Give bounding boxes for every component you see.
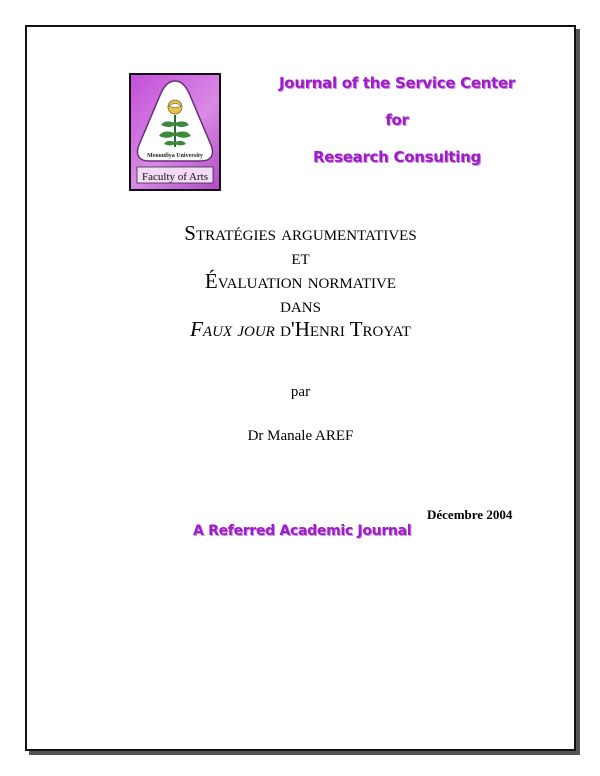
title-line2: et — [291, 245, 310, 269]
publication-date: Décembre 2004 — [427, 507, 513, 522]
journal-name-line3: Research Consulting — [313, 148, 481, 166]
title-line3: Évaluation normative — [204, 269, 397, 293]
journal-tagline: A Referred Academic Journal — [193, 523, 412, 539]
byline-par: par — [290, 384, 311, 400]
logo-university-label: Menoufiya University — [147, 153, 203, 159]
journal-name-line2: for — [385, 111, 409, 129]
page-frame — [25, 25, 576, 751]
faculty-logo — [129, 73, 221, 191]
journal-name-line1: Journal of the Service Center — [279, 74, 515, 92]
title-line4: dans — [280, 293, 321, 317]
title-author-name: d'Henri Troyat — [274, 317, 411, 341]
title-italic-work: Faux jour — [190, 317, 275, 341]
byline-author: Dr Manale AREF — [247, 428, 354, 444]
title-line1: Stratégies argumentatives — [184, 221, 417, 245]
title-line5 — [27, 317, 574, 341]
logo-faculty-label: Faculty of Arts — [142, 171, 208, 183]
